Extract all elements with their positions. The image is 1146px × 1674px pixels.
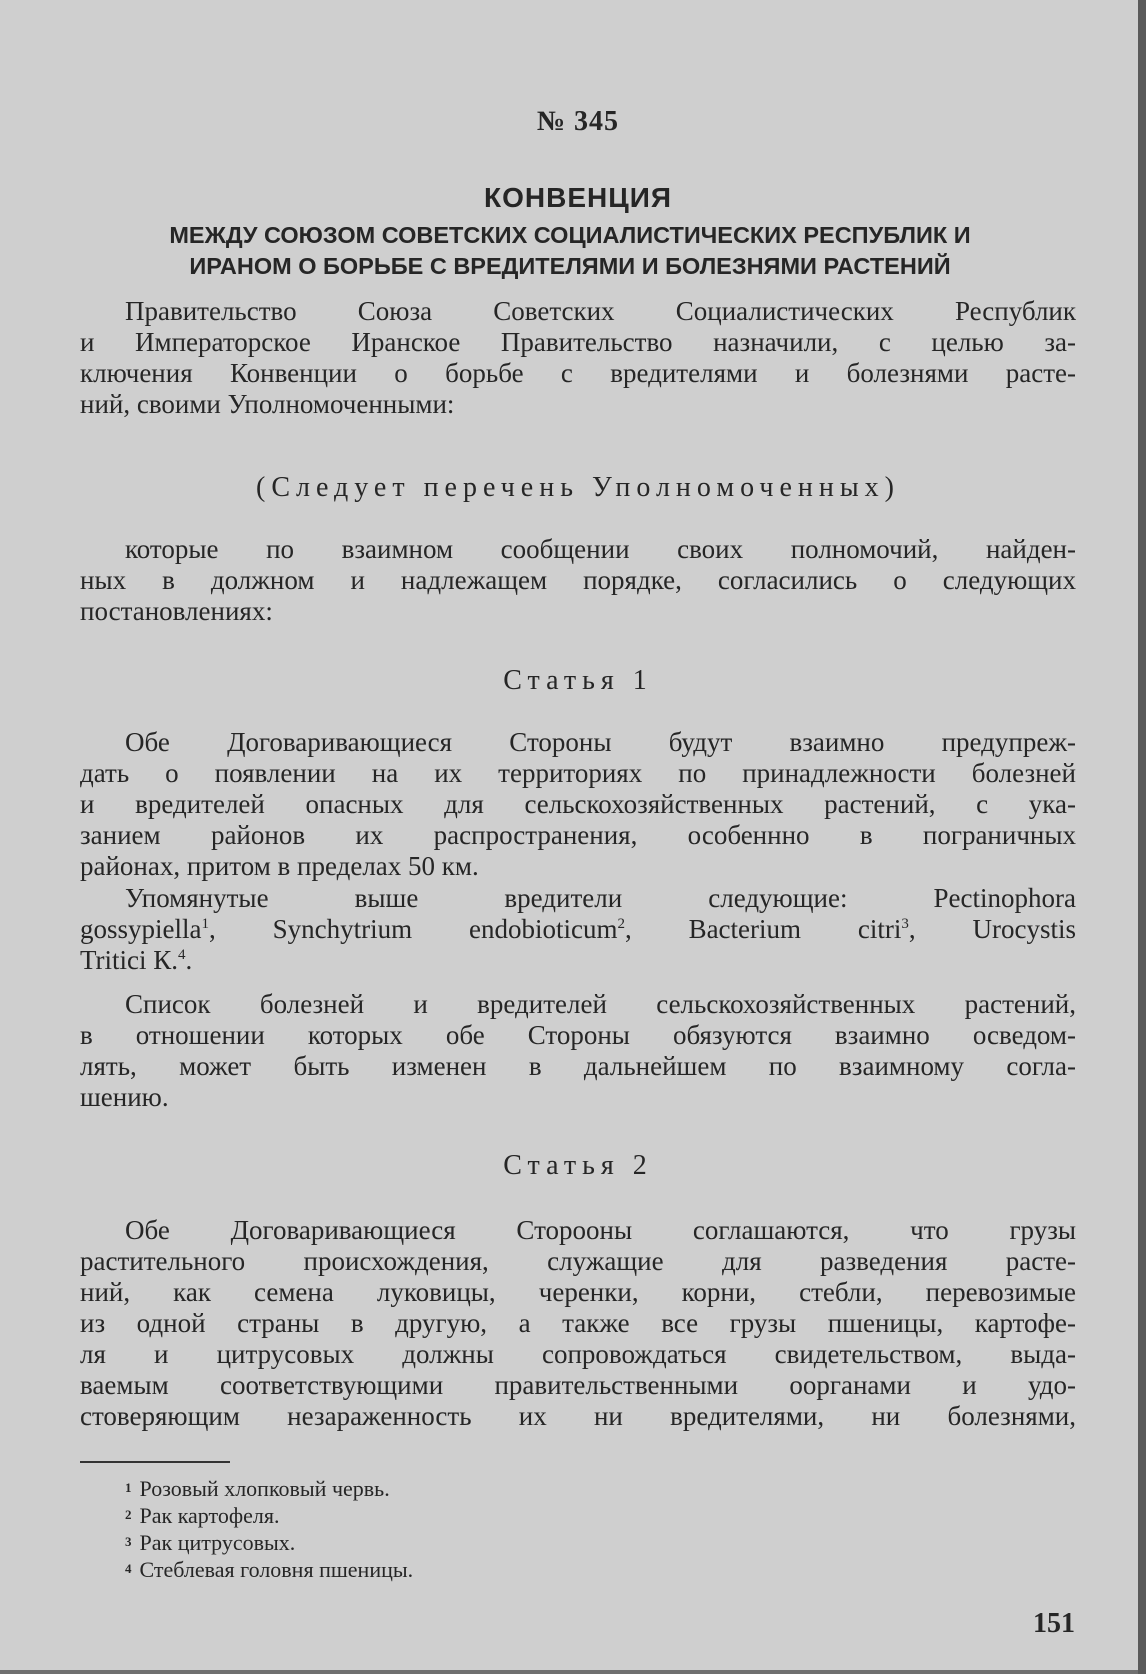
preamble-continuation-line: которые по взаимном сообщении своих полномочий, найден- [125, 534, 1076, 564]
footnote [125, 1503, 279, 1532]
document-subtitle-line-1: МЕЖДУ СОЮЗОМ СОВЕТСКИХ СОЦИАЛИСТИЧЕСКИХ РЕСПУБЛИК И [169, 222, 971, 248]
pest-name: , Bacterium citri [624, 914, 902, 944]
page-number: 151 [1033, 1608, 1075, 1639]
footnote-text: Розовый хлопковый червь. [139, 1476, 390, 1501]
footnote-text: Рак картофеля. [139, 1503, 280, 1528]
article-2-line: ний, как семена луковицы, черенки, корни, стебли, перевозимые [80, 1277, 1076, 1307]
footnote-mark: 3 [125, 1534, 132, 1549]
article-1-list-paragraph-line: Список болезней и вредителей сельскохозяйственных растений, [125, 989, 1076, 1019]
article-2-line: стоверяющим незараженность их ни вредителями, ни болезнями, [80, 1401, 1076, 1431]
article-2-line: ваемым соответствующими правительственными оорганами и удо- [80, 1370, 1076, 1400]
article-1-line: и вредителей опасных для сельскохозяйственных растений, с ука- [80, 789, 1076, 819]
pest-name: , Urocystis [908, 914, 1076, 944]
preamble-continuation-line: постановлениях: [80, 596, 273, 626]
footnote [125, 1530, 295, 1559]
article-1-line: занием районов их распространения, особеннно в пограничных [80, 820, 1076, 850]
preamble-line: ключения Конвенции о борьбе с вредителями и болезнями расте- [80, 358, 1076, 388]
footnote-text: Стеблевая головня пшеницы. [139, 1557, 414, 1582]
footnote-ref: 2 [617, 916, 625, 932]
pests-list-line [80, 944, 1076, 976]
footnote-mark: 1 [125, 1480, 132, 1495]
footnote-text: Рак цитрусовых. [139, 1530, 296, 1555]
document-subtitle-line-2: ИРАНОМ О БОРЬБЕ С ВРЕДИТЕЛЯМИ И БОЛЕЗНЯМИ РАСТЕНИЙ [189, 253, 951, 279]
pest-name: gossypiella [80, 914, 202, 944]
footnote [125, 1557, 413, 1586]
article-1-line: районах, притом в пределах 50 км. [80, 851, 479, 881]
article-2-line: растительного происхождения, служащие для разведения расте- [80, 1246, 1076, 1276]
preamble-line: Правительство Союза Советских Социалистических Республик [125, 296, 1076, 326]
article-1-list-paragraph-line: в отношении которых обе Стороны обязуются взаимно осведом- [80, 1020, 1076, 1050]
footnote-ref: 1 [201, 916, 209, 932]
article-1-line: дать о появлении на их территориях по принадлежности болезней [80, 758, 1076, 788]
page-edge [1138, 0, 1146, 1674]
footnote-mark: 4 [125, 1561, 132, 1576]
article-2-line: Обе Договаривающиеся Сторооны соглашаются, что грузы [125, 1215, 1076, 1245]
article-1-line: Обе Договаривающиеся Стороны будут взаимно предупреж- [125, 727, 1076, 757]
article-1-list-paragraph-line: шению. [80, 1082, 169, 1112]
footnote-divider [80, 1461, 230, 1463]
preamble-line: ний, своими Уполномоченными: [80, 389, 455, 419]
preamble-line: и Императорское Иранское Правительство назначили, с целью за- [80, 327, 1076, 357]
preamble-continuation-line: ных в должном и надлежащем порядке, согласились о следующих [80, 565, 1076, 595]
footnote [125, 1476, 390, 1505]
pests-list-line: Упомянутые выше вредители следующие: Pectinophora [125, 883, 1076, 913]
article-1-heading: Статья 1 [503, 665, 653, 696]
plenipotentiaries-heading: (Следует перечень Уполномоченных) [256, 472, 900, 503]
pest-name: Tritici К. [80, 945, 179, 975]
footnote-mark: 2 [125, 1507, 132, 1522]
article-2-line: из одной страны в другую, а также все грузы пшеницы, картофе- [80, 1308, 1076, 1338]
document-title: КОНВЕНЦИЯ [484, 182, 672, 213]
article-2-line: ля и цитрусовых должны сопровождаться свидетельством, выда- [80, 1339, 1076, 1369]
document-number: № 345 [536, 106, 620, 137]
footnote-ref: 4 [178, 947, 186, 963]
footnote-ref: 3 [901, 916, 909, 932]
article-2-heading: Статья 2 [503, 1150, 653, 1181]
article-1-list-paragraph-line: лять, может быть изменен в дальнейшем по взаимному согла- [80, 1051, 1076, 1081]
pests-list-line [80, 913, 1076, 945]
pest-name: , Synchytrium endobioticum [209, 914, 618, 944]
punctuation: . [185, 945, 193, 975]
